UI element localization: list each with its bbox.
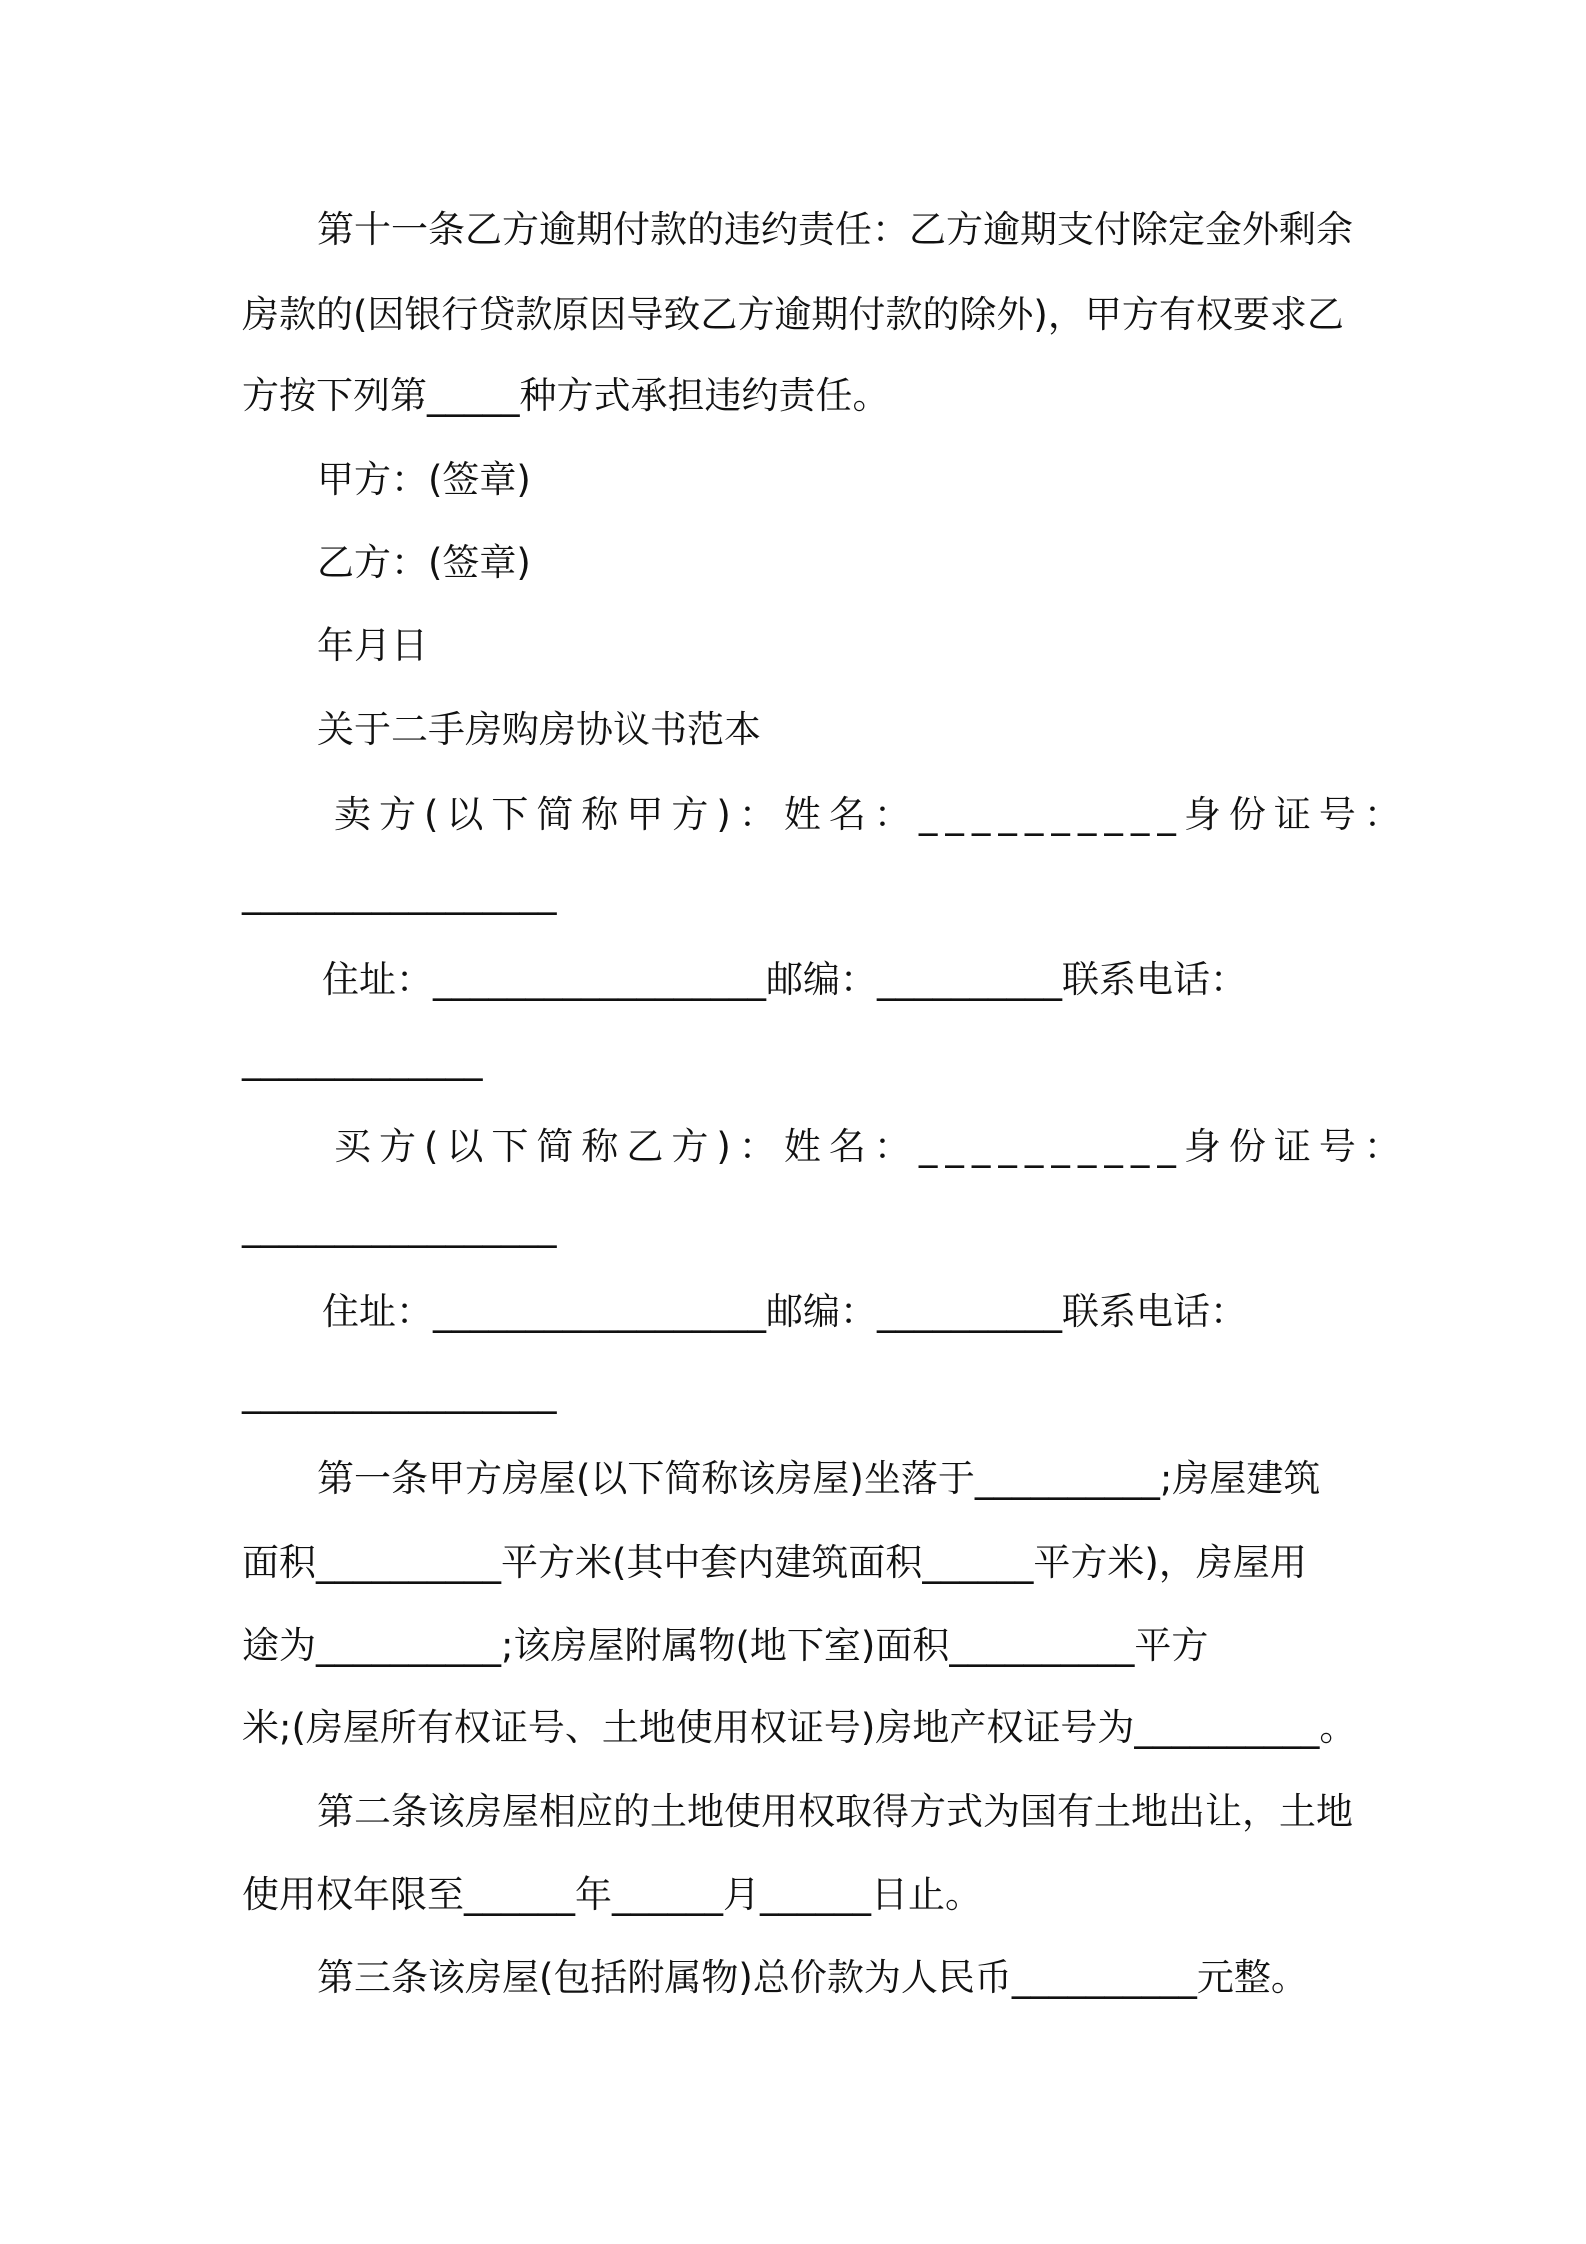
- seller-address-line: 住址：__________________邮编：__________联系电话：: [322, 958, 1247, 1001]
- paragraph-article-11-line-3: 方按下列第_____种方式承担违约责任。: [242, 374, 890, 417]
- party-b-signature: 乙方：(签章): [317, 541, 531, 584]
- buyer-id-blank: _________________: [242, 1205, 557, 1248]
- paragraph-article-11-line-1: 第十一条乙方逾期付款的违约责任：乙方逾期支付除定金外剩余: [317, 208, 1353, 251]
- paragraph-article-1-line-3: 途为__________;该房屋附属物(地下室)面积__________平方: [242, 1624, 1209, 1667]
- paragraph-article-1-line-2: 面积__________平方米(其中套内建筑面积______平方米)，房屋用: [242, 1541, 1307, 1584]
- seller-info-line: 卖方(以下简称甲方)：姓名：__________身份证号：: [334, 793, 1409, 836]
- buyer-address-line: 住址：__________________邮编：__________联系电话：: [322, 1290, 1247, 1333]
- paragraph-article-3: 第三条该房屋(包括附属物)总价款为人民币__________元整。: [317, 1956, 1308, 1999]
- party-a-signature: 甲方：(签章): [317, 458, 531, 501]
- paragraph-article-11-line-2: 房款的(因银行贷款原因导致乙方逾期付款的除外)，甲方有权要求乙: [242, 293, 1344, 336]
- paragraph-article-1-line-4: 米;(房屋所有权证号、土地使用权证号)房地产权证号为__________。: [242, 1706, 1357, 1749]
- paragraph-article-2-line-1: 第二条该房屋相应的土地使用权取得方式为国有土地出让，土地: [317, 1790, 1353, 1833]
- seller-id-blank: _________________: [242, 872, 557, 915]
- date-line: 年月日: [317, 624, 428, 667]
- paragraph-article-2-line-2: 使用权年限至______年______月______日止。: [242, 1873, 982, 1916]
- paragraph-article-1-line-1: 第一条甲方房屋(以下简称该房屋)坐落于__________;房屋建筑: [317, 1457, 1321, 1500]
- buyer-phone-blank: _________________: [242, 1371, 557, 1414]
- buyer-info-line: 买方(以下简称乙方)：姓名：__________身份证号：: [334, 1125, 1409, 1168]
- seller-phone-blank: _____________: [242, 1038, 483, 1081]
- document-title: 关于二手房购房协议书范本: [317, 708, 761, 751]
